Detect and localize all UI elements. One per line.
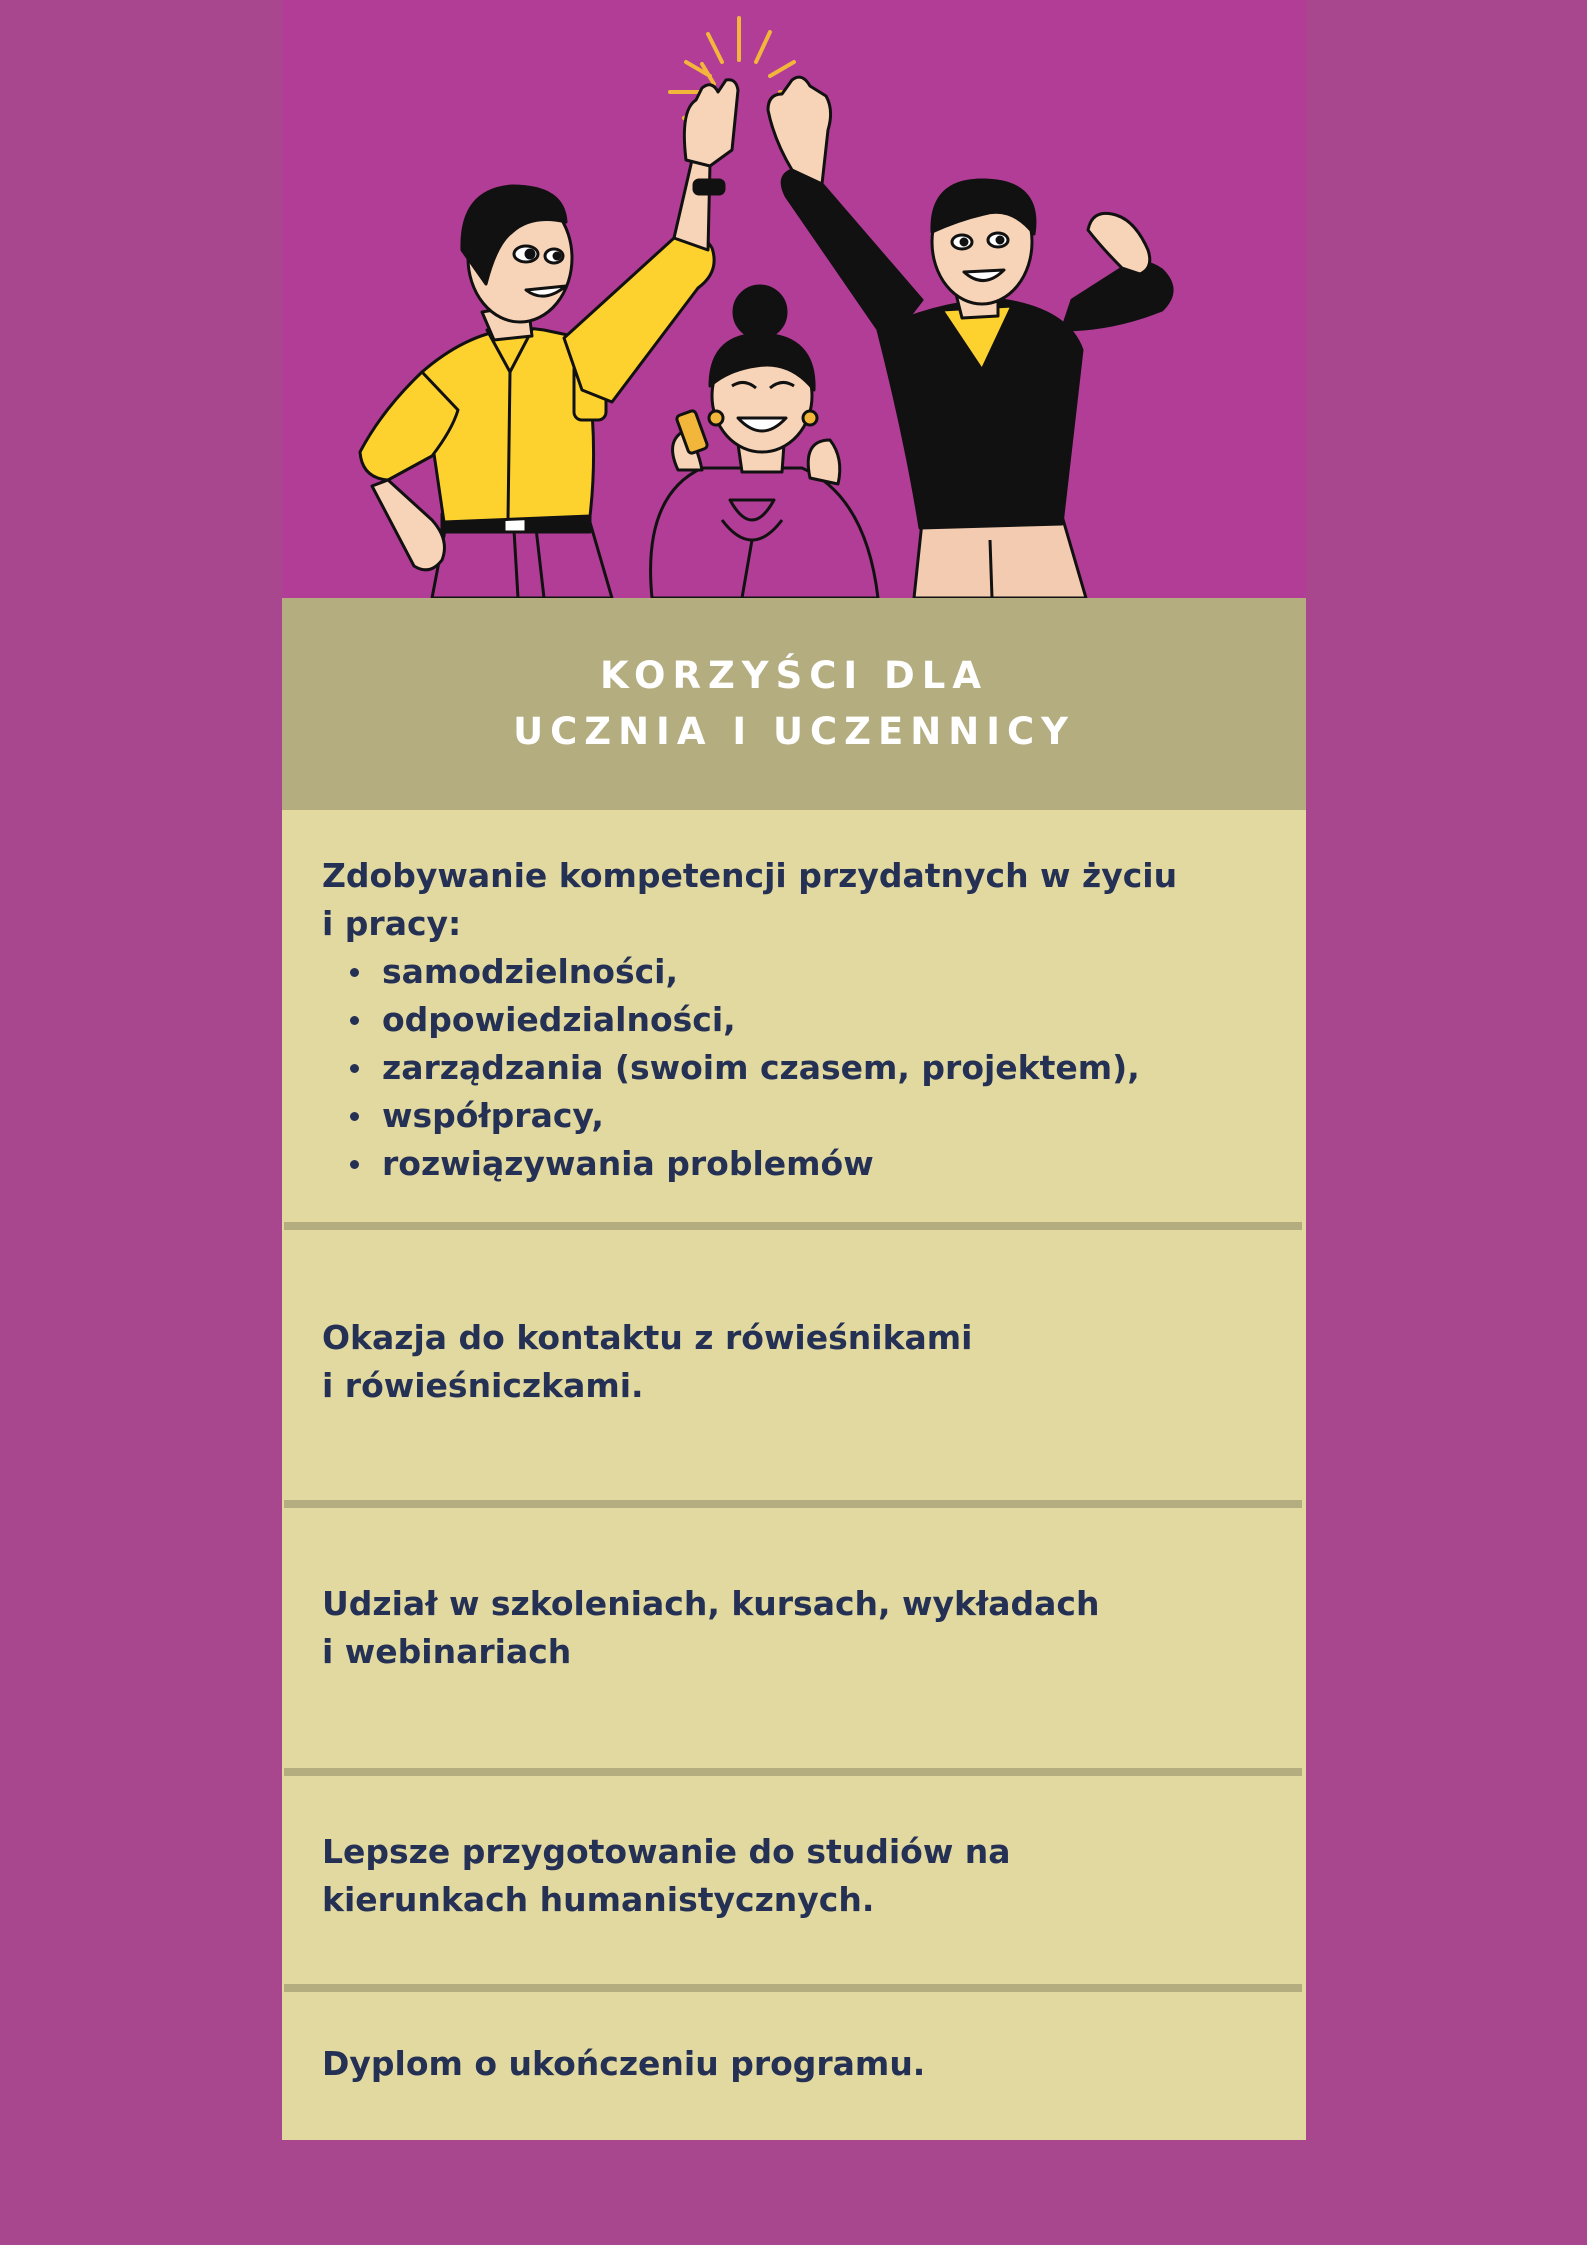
- title-banner: [282, 598, 1306, 810]
- title-line-2: UCZNIA I UCZENNICY: [513, 710, 1075, 753]
- hero-illustration: [282, 0, 1306, 598]
- benefit-competences: [282, 852, 1306, 1188]
- list-item: samodzielności,: [382, 948, 1306, 996]
- benefit-studies-prep: [282, 1828, 1306, 1924]
- list-item: odpowiedzialności,: [382, 996, 1306, 1044]
- divider: [284, 1222, 1302, 1230]
- benefit-text: [322, 1828, 1306, 1924]
- benefit-text: [322, 1580, 1306, 1676]
- benefits-card: [282, 0, 1306, 2140]
- benefit-peer-contact: [282, 1314, 1306, 1410]
- divider: [284, 1984, 1302, 1992]
- benefit-text-line: i pracy:: [322, 904, 462, 943]
- benefit-text: [322, 2040, 1306, 2088]
- three-people-high-five-icon: [282, 0, 1306, 598]
- benefit-text: [322, 852, 1306, 948]
- competence-list: [322, 948, 1306, 1188]
- page-title: [513, 648, 1075, 760]
- benefit-diploma: [282, 2040, 1306, 2088]
- title-line-1: KORZYŚCI DLA: [600, 654, 988, 697]
- benefit-text-line: kierunkach humanistycznych.: [322, 1880, 875, 1919]
- benefit-text-line: Udział w szkoleniach, kursach, wykładach: [322, 1584, 1100, 1623]
- divider: [284, 1768, 1302, 1776]
- benefit-text-line: i webinariach: [322, 1632, 572, 1671]
- list-item: współpracy,: [382, 1092, 1306, 1140]
- woman-center: [651, 286, 878, 598]
- list-item: zarządzania (swoim czasem, projektem),: [382, 1044, 1306, 1092]
- benefit-text-line: Dyplom o ukończeniu programu.: [322, 2044, 926, 2083]
- benefit-text-line: Lepsze przygotowanie do studiów na: [322, 1832, 1011, 1871]
- list-item: rozwiązywania problemów: [382, 1140, 1306, 1188]
- benefit-text-line: Okazja do kontaktu z rówieśnikami: [322, 1318, 973, 1357]
- benefit-text-line: Zdobywanie kompetencji przydatnych w życiu: [322, 856, 1178, 895]
- benefit-training: [282, 1580, 1306, 1676]
- benefit-text-line: i rówieśniczkami.: [322, 1366, 644, 1405]
- benefit-text: [322, 1314, 1306, 1410]
- divider: [284, 1500, 1302, 1508]
